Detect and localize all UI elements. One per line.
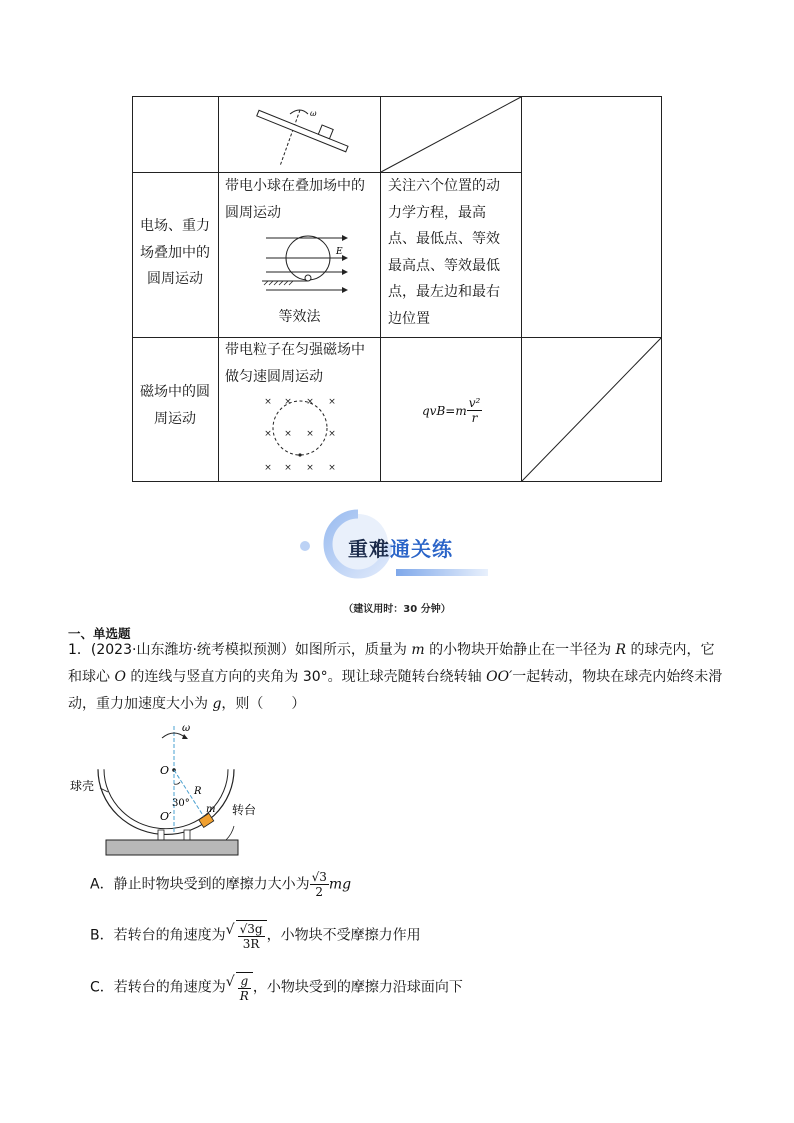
q-text: 和球心 bbox=[68, 669, 115, 685]
row2-note-line5: 点，最左边和最右 bbox=[388, 284, 500, 300]
fig-table-label: 转台 bbox=[232, 803, 257, 817]
row3-case bbox=[225, 337, 377, 390]
option-c-den: R bbox=[239, 989, 249, 1003]
banner-title-part1: 重难 bbox=[348, 537, 390, 561]
section-banner-title bbox=[348, 533, 453, 562]
q-var-o: O bbox=[114, 669, 126, 685]
table-border-bottom bbox=[132, 481, 662, 482]
svg-text:×: × bbox=[328, 397, 336, 407]
row2-label-line1: 电场、重力 bbox=[140, 218, 210, 234]
row2-label-line3: 圆周运动 bbox=[147, 271, 203, 287]
field-circle-diagram bbox=[260, 232, 350, 302]
svg-text:×: × bbox=[264, 429, 272, 439]
option-b-den: 3R bbox=[242, 937, 260, 951]
fig-angle: 30° bbox=[172, 798, 190, 809]
row2-case-line2: 圆周运动 bbox=[225, 204, 281, 221]
row3-label-line1: 磁场中的圆 bbox=[140, 384, 210, 400]
q-text: 动，重力加速度大小为 bbox=[68, 696, 213, 712]
svg-text:×: × bbox=[284, 463, 292, 473]
spherical-shell-figure bbox=[66, 722, 257, 862]
field-e-label: E bbox=[336, 247, 343, 257]
suggested-time: （建议用时：30 分钟） bbox=[343, 604, 451, 615]
svg-text:×: × bbox=[306, 463, 314, 473]
option-a-den: 2 bbox=[315, 885, 324, 899]
row3-diagonal bbox=[522, 338, 661, 481]
q-text: 一起转动，物块在球壳内始终未滑 bbox=[512, 669, 723, 685]
omega-label: ω bbox=[310, 109, 317, 118]
option-b-fraction bbox=[238, 922, 265, 951]
svg-text:×: × bbox=[306, 397, 314, 407]
option-c-sqrt: √ $\frac{g}{R}$ bbox=[226, 972, 253, 1003]
table-border-right bbox=[661, 96, 662, 482]
question-1-line3 bbox=[68, 691, 728, 718]
banner-title-part2: 通关练 bbox=[390, 537, 453, 561]
fig-o: O bbox=[160, 764, 170, 777]
svg-text:×: × bbox=[264, 463, 272, 473]
svg-text:×: × bbox=[328, 429, 336, 439]
svg-text:×: × bbox=[328, 463, 336, 473]
row2-case-line1: 带电小球在叠加场中的 bbox=[225, 178, 365, 194]
option-c-tail: ，小物块受到的摩擦力沿球面向下 bbox=[252, 979, 463, 996]
option-b-num: √3g bbox=[239, 922, 263, 936]
lorentz-formula bbox=[422, 396, 482, 425]
option-c-fraction bbox=[238, 974, 251, 1003]
row3-label bbox=[132, 379, 218, 432]
option-c-text: C．若转台的角速度为 bbox=[90, 979, 226, 996]
formula-lhs: qvB=m bbox=[422, 403, 467, 418]
q-var-oo: OO′ bbox=[486, 669, 513, 685]
svg-text:×: × bbox=[284, 397, 292, 407]
svg-text:×: × bbox=[306, 429, 314, 439]
question-1-line2 bbox=[68, 664, 728, 691]
option-b[interactable] bbox=[90, 920, 421, 951]
q-text: 的小物块开始静止在一半径为 bbox=[424, 642, 616, 658]
formula-numerator: v² bbox=[468, 396, 481, 410]
svg-text:×: × bbox=[264, 397, 272, 407]
question-1-line1 bbox=[68, 637, 728, 664]
row2-note-line1: 关注六个位置的动 bbox=[388, 178, 500, 194]
q-text: 的球壳内，它 bbox=[626, 642, 715, 658]
option-b-sqrt: √ $\frac{√3g}{3R}$ bbox=[226, 920, 267, 951]
row2-note-line4: 最高点、等效最低 bbox=[388, 257, 500, 274]
row2-label-line2: 场叠加中的 bbox=[140, 244, 210, 261]
row2-note bbox=[388, 173, 518, 332]
row2-note-line2: 力学方程，最高 bbox=[388, 204, 486, 221]
q-text: 1．(2023·山东潍坊·统考模拟预测）如图所示，质量为 bbox=[68, 642, 412, 658]
option-c-num: g bbox=[238, 974, 251, 989]
q-text: 的连线与竖直方向的夹角为 30°。现让球壳随转台绕转轴 bbox=[125, 669, 487, 685]
row2-note-line6: 边位置 bbox=[388, 310, 430, 327]
fig-m: m bbox=[206, 804, 216, 815]
section-heading: 一、单选题 bbox=[68, 626, 131, 641]
option-b-tail: ，小物块不受摩擦力作用 bbox=[266, 927, 421, 944]
option-a-fraction bbox=[310, 870, 329, 899]
magnetic-field-diagram bbox=[260, 394, 344, 474]
q-var-r: R bbox=[615, 642, 627, 658]
row3-label-line2: 周运动 bbox=[154, 410, 196, 427]
formula-fraction bbox=[467, 396, 483, 425]
option-a-text: A．静止时物块受到的摩擦力大小为 bbox=[90, 876, 310, 893]
fig-r: R bbox=[194, 786, 202, 797]
option-a-num: √3 bbox=[311, 870, 327, 884]
row3-case-line1: 带电粒子在匀强磁场中 bbox=[225, 342, 365, 358]
option-c[interactable] bbox=[90, 972, 463, 1003]
fig-omega: ω bbox=[182, 723, 191, 734]
option-b-text: B．若转台的角速度为 bbox=[90, 927, 226, 944]
option-a[interactable] bbox=[90, 870, 351, 899]
q-text: ，则（ ） bbox=[221, 696, 306, 712]
comparison-table bbox=[132, 96, 662, 482]
q-var-m: m bbox=[411, 642, 425, 658]
row2-note-line3: 点、最低点、等效 bbox=[388, 231, 500, 247]
option-a-tail: mg bbox=[328, 876, 352, 893]
table-col-divider-1 bbox=[218, 96, 219, 482]
svg-text:×: × bbox=[284, 429, 292, 439]
row2-case bbox=[225, 173, 377, 226]
row2-label bbox=[132, 213, 218, 293]
formula-denominator: r bbox=[471, 411, 478, 425]
fig-o-prime: O′ bbox=[160, 810, 172, 823]
q-var-g: g bbox=[212, 696, 222, 712]
fig-shell-label: 球壳 bbox=[70, 779, 95, 793]
row2-method: 等效法 bbox=[278, 309, 321, 325]
row1-diagonal bbox=[381, 97, 521, 172]
incline-rotation-diagram bbox=[252, 104, 362, 168]
row3-case-line2: 做匀速圆周运动 bbox=[225, 368, 323, 385]
